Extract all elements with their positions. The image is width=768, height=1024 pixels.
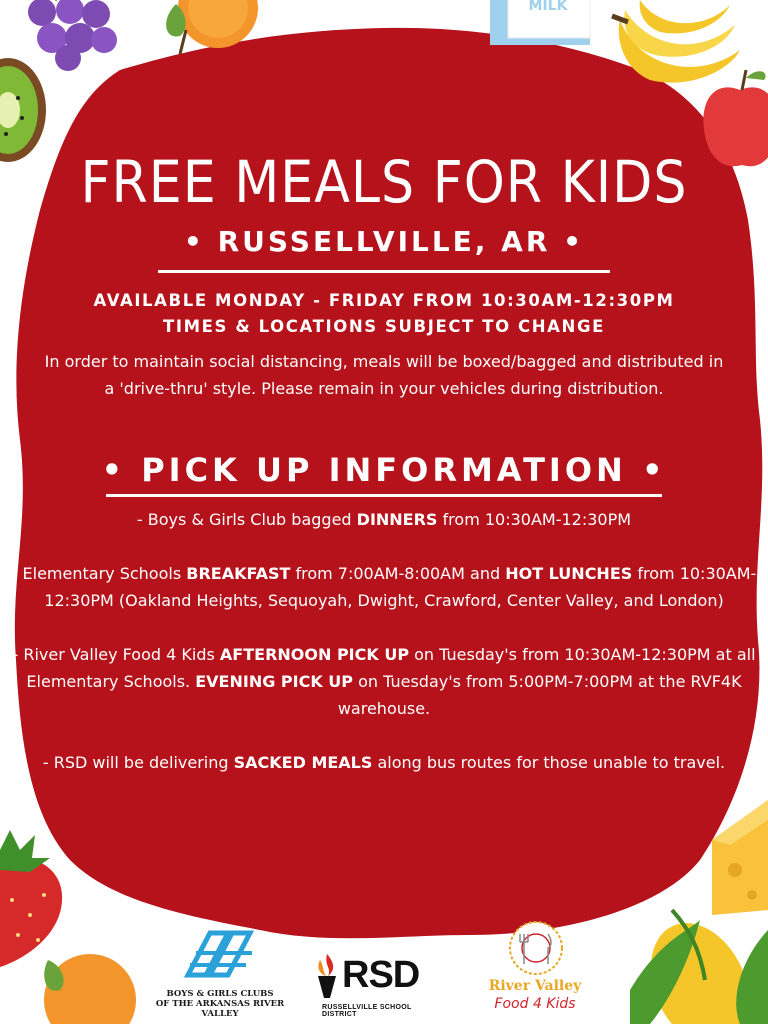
rvf4k-logo	[470, 920, 600, 1020]
pickup-item: - Elementary Schools BREAKFAST from 7:00AM-8:00AM and HOT LUNCHES from 10:30AM-12:30PM (Oakland Heights, Sequoyah, Dwight, Crawford, Center Valley, and London)	[11, 564, 757, 610]
plate-utensils-icon	[508, 920, 564, 976]
bgc-logo	[150, 925, 290, 1019]
pickup-divider	[106, 494, 662, 497]
page-title: FREE MEALS FOR KIDS	[80, 148, 688, 216]
bgc-region: OF THE ARKANSAS RIVER VALLEY	[155, 999, 285, 1019]
pickup-item: - RSD will be delivering SACKED MEALS along bus routes for those unable to travel.	[42, 753, 726, 772]
torch-icon	[312, 952, 342, 1000]
title-divider	[158, 270, 610, 273]
rsd-logo	[312, 950, 447, 1020]
rsd-name: RUSSELLVILLE SCHOOL DISTRICT	[322, 1004, 412, 1018]
milk-label: MILK	[528, 0, 568, 14]
bgc-hands-icon	[150, 925, 290, 985]
availability-block	[20, 288, 748, 340]
pickup-item: - Boys & Girls Club bagged DINNERS from 10:30AM-12:30PM	[136, 510, 632, 529]
intro-paragraph: In order to maintain social distancing, meals will be boxed/bagged and distributed in a 'drive-thru' style. Please remain in your vehicles during distribution.	[44, 352, 724, 398]
rsd-mark: RSD	[342, 954, 420, 996]
rvf4k-subname: Food 4 Kids	[494, 996, 576, 1012]
change-notice: TIMES & LOCATIONS SUBJECT TO CHANGE	[163, 317, 605, 336]
rvf4k-name: River Valley	[488, 978, 582, 994]
availability-line: AVAILABLE MONDAY - FRIDAY FROM 10:30AM-12:30PM	[93, 291, 675, 310]
pickup-item: - River Valley Food 4 Kids AFTERNOON PICK UP on Tuesday's from 10:30AM-12:30PM at all Elementary Schools. EVENING PICK UP on Tuesday's from 5:00PM-7:00PM at the RVF4K warehouse.	[12, 645, 756, 718]
pickup-heading: • PICK UP INFORMATION •	[101, 451, 667, 489]
bgc-name: BOYS & GIRLS CLUBS	[166, 989, 274, 999]
location-subtitle: • RUSSELLVILLE, AR •	[183, 225, 585, 258]
pickup-list	[6, 506, 762, 803]
